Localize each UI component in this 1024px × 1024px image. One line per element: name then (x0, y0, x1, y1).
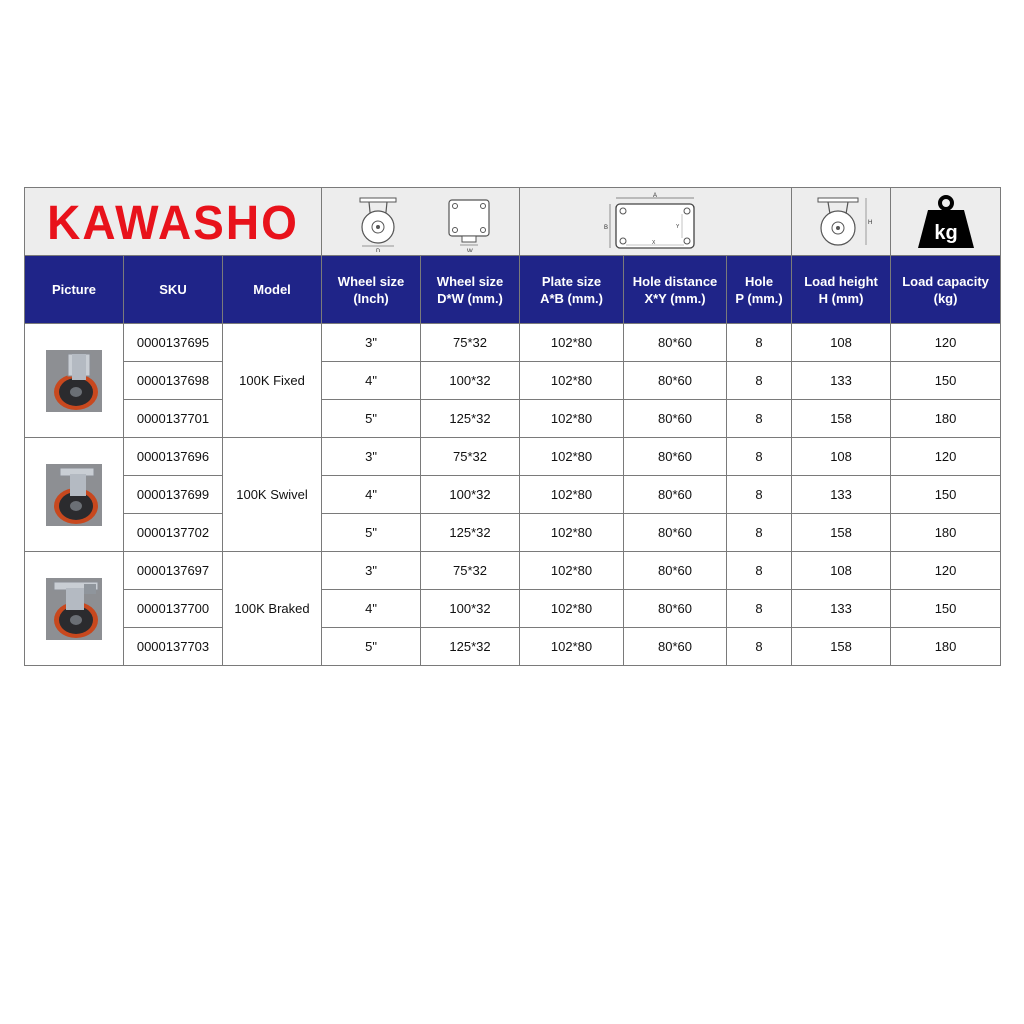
load-height-diagram-cell (792, 188, 891, 256)
wheel-mm-cell: 125*32 (421, 400, 520, 438)
load-height-cell: 108 (792, 552, 891, 590)
fixed-caster-side-diagram-icon (360, 198, 396, 252)
load-capacity-cell: 180 (891, 628, 1001, 666)
wheel-mm-cell: 100*32 (421, 362, 520, 400)
sku-cell: 0000137695 (124, 324, 223, 362)
plate-size-cell: 102*80 (520, 514, 624, 552)
col-header-wheel-mm: Wheel size D*W (mm.) (421, 256, 520, 324)
col-header-picture: Picture (25, 256, 124, 324)
hole-distance-cell: 80*60 (624, 590, 727, 628)
brand-logo: KAWASHO (47, 194, 299, 249)
table-row (25, 400, 1001, 438)
hole-distance-cell: 80*60 (624, 438, 727, 476)
weight-icon-label: kg (933, 221, 958, 244)
wheel-inch-cell: 5" (322, 514, 421, 552)
spec-table (24, 187, 1001, 666)
col-header-model: Model (223, 256, 322, 324)
table-row (25, 476, 1001, 514)
load-capacity-cell: 150 (891, 590, 1001, 628)
load-height-cell: 133 (792, 362, 891, 400)
hole-distance-cell: 80*60 (624, 324, 727, 362)
hole-cell: 8 (727, 514, 792, 552)
plate-size-cell: 102*80 (520, 362, 624, 400)
hole-cell: 8 (727, 476, 792, 514)
wheel-inch-cell: 5" (322, 400, 421, 438)
sku-cell: 0000137703 (124, 628, 223, 666)
col-header-plate-size: Plate size A*B (mm.) (520, 256, 624, 324)
plate-size-cell: 102*80 (520, 400, 624, 438)
col-header-load-height: Load height H (mm) (792, 256, 891, 324)
load-height-cell: 158 (792, 400, 891, 438)
wheel-inch-cell: 4" (322, 590, 421, 628)
product-picture-cell (25, 552, 124, 666)
wheel-mm-cell: 75*32 (421, 552, 520, 590)
diagram-label-y: Y (675, 223, 679, 230)
hole-distance-cell: 80*60 (624, 362, 727, 400)
load-capacity-cell: 150 (891, 362, 1001, 400)
wheel-inch-cell: 4" (322, 476, 421, 514)
table-row (25, 362, 1001, 400)
plate-size-cell: 102*80 (520, 628, 624, 666)
hole-cell: 8 (727, 362, 792, 400)
hole-cell: 8 (727, 400, 792, 438)
table-row (25, 324, 1001, 362)
mounting-plate-dimension-diagram-icon (596, 192, 716, 252)
load-capacity-cell: 180 (891, 400, 1001, 438)
wheel-mm-cell: 75*32 (421, 324, 520, 362)
diagram-label-w: W (466, 248, 473, 252)
load-capacity-cell: 150 (891, 476, 1001, 514)
sku-cell: 0000137697 (124, 552, 223, 590)
swivel-caster-photo (46, 464, 102, 526)
wheel-inch-cell: 3" (322, 324, 421, 362)
hole-cell: 8 (727, 590, 792, 628)
col-header-hole-distance: Hole distance X*Y (mm.) (624, 256, 727, 324)
sku-cell: 0000137699 (124, 476, 223, 514)
table-row (25, 514, 1001, 552)
load-capacity-cell: 180 (891, 514, 1001, 552)
plate-diagram-cell (520, 188, 792, 256)
load-capacity-cell: 120 (891, 552, 1001, 590)
load-capacity-cell: 120 (891, 324, 1001, 362)
wheel-inch-cell: 5" (322, 628, 421, 666)
table-row (25, 590, 1001, 628)
wheel-diagram-cell (322, 188, 520, 256)
col-header-load-capacity: Load capacity (kg) (891, 256, 1001, 324)
hole-cell: 8 (727, 324, 792, 362)
load-height-cell: 133 (792, 476, 891, 514)
wheel-inch-cell: 3" (322, 438, 421, 476)
table-body (25, 324, 1001, 666)
header-row (25, 256, 1001, 324)
hole-cell: 8 (727, 552, 792, 590)
load-height-cell: 133 (792, 590, 891, 628)
logo-cell (25, 188, 322, 256)
hole-cell: 8 (727, 438, 792, 476)
hole-cell: 8 (727, 628, 792, 666)
plate-size-cell: 102*80 (520, 590, 624, 628)
plate-size-cell: 102*80 (520, 476, 624, 514)
col-header-hole: Hole P (mm.) (727, 256, 792, 324)
sku-cell: 0000137698 (124, 362, 223, 400)
sku-cell: 0000137700 (124, 590, 223, 628)
banner-row (25, 188, 1001, 256)
hole-distance-cell: 80*60 (624, 400, 727, 438)
product-picture-cell (25, 438, 124, 552)
wheel-inch-cell: 4" (322, 362, 421, 400)
wheel-mm-cell: 125*32 (421, 514, 520, 552)
fixed-caster-photo (46, 350, 102, 412)
caster-top-plate-diagram-icon (449, 200, 489, 252)
diagram-label-b: B (603, 224, 608, 231)
model-cell: 100K Swivel (223, 438, 322, 552)
braked-caster-photo (46, 578, 102, 640)
col-header-sku: SKU (124, 256, 223, 324)
load-height-diagram-icon (806, 192, 876, 252)
diagram-label-x: X (651, 239, 655, 246)
load-height-cell: 108 (792, 324, 891, 362)
table-row (25, 552, 1001, 590)
hole-distance-cell: 80*60 (624, 552, 727, 590)
plate-size-cell: 102*80 (520, 324, 624, 362)
hole-distance-cell: 80*60 (624, 628, 727, 666)
diagram-label-a: A (652, 192, 657, 199)
hole-distance-cell: 80*60 (624, 476, 727, 514)
sku-cell: 0000137702 (124, 514, 223, 552)
plate-size-cell: 102*80 (520, 438, 624, 476)
wheel-inch-cell: 3" (322, 552, 421, 590)
load-height-cell: 108 (792, 438, 891, 476)
table-row (25, 628, 1001, 666)
load-height-cell: 158 (792, 628, 891, 666)
wheel-mm-cell: 100*32 (421, 590, 520, 628)
wheel-mm-cell: 125*32 (421, 628, 520, 666)
spec-sheet (24, 187, 1000, 666)
load-capacity-cell: 120 (891, 438, 1001, 476)
load-height-cell: 158 (792, 514, 891, 552)
wheel-mm-cell: 75*32 (421, 438, 520, 476)
model-cell: 100K Braked (223, 552, 322, 666)
product-picture-cell (25, 324, 124, 438)
model-cell: 100K Fixed (223, 324, 322, 438)
table-row (25, 438, 1001, 476)
wheel-mm-cell: 100*32 (421, 476, 520, 514)
sku-cell: 0000137696 (124, 438, 223, 476)
weight-icon-cell (891, 188, 1001, 256)
diagram-label-h: H (868, 219, 873, 226)
diagram-label-d: D (375, 248, 380, 252)
hole-distance-cell: 80*60 (624, 514, 727, 552)
col-header-wheel-inch: Wheel size (Inch) (322, 256, 421, 324)
sku-cell: 0000137701 (124, 400, 223, 438)
plate-size-cell: 102*80 (520, 552, 624, 590)
kg-weight-icon (914, 194, 978, 250)
